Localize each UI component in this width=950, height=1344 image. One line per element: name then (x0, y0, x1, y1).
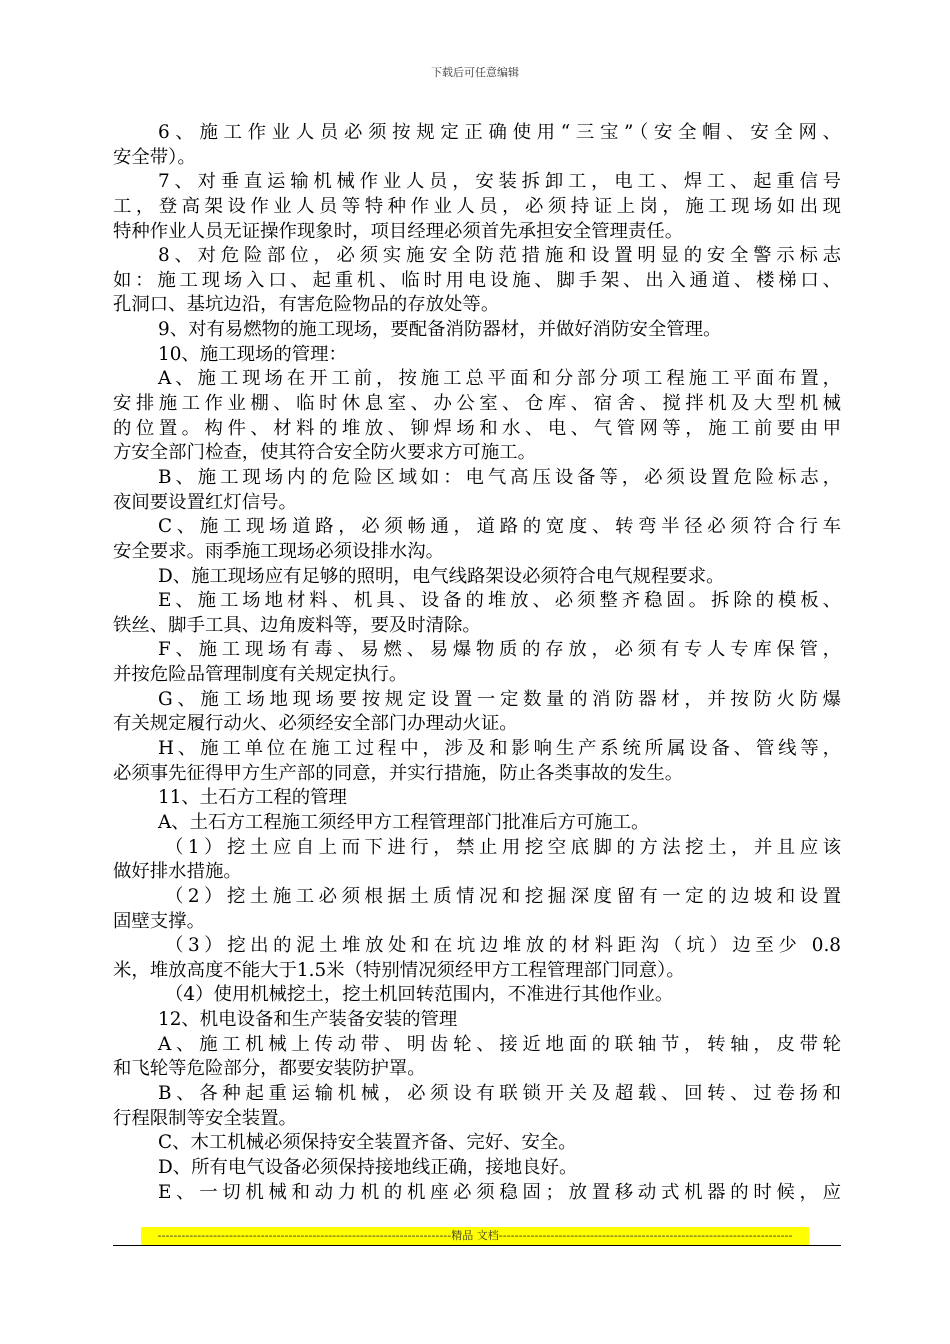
footer-label: 精品 文档 (451, 1229, 499, 1242)
text-line: H、施工单位在施工过程中，涉及和影响生产系统所属设备、管线等， (158, 738, 841, 760)
text-line: 有关规定履行动火、必须经安全部门办理动火证。 (113, 713, 518, 735)
text-line: B、施工现场内的危险区域如：电气高压设备等，必须设置危险标志， (158, 466, 841, 488)
text-line: A、土石方工程施工须经甲方工程管理部门批准后方可施工。 (158, 811, 650, 833)
text-line: （4）使用机械挖土，挖土机回转范围内，不准进行其他作业。 (165, 984, 674, 1006)
text-line: C、施工现场道路，必须畅通，道路的宽度、转弯半径必须符合行车 (158, 516, 841, 538)
footer-banner (141, 1227, 809, 1245)
text-line: 6、施工作业人员必须按规定正确使用“三宝”（安全帽、安全网、 (158, 122, 841, 143)
text-line: 安排施工作业棚、临时休息室、办公室、仓库、宿舍、搅拌机及大型机械 (113, 393, 841, 415)
text-line: 的位置。构件、材料的堆放、铆焊场和水、电、气管网等，施工前要由甲 (113, 417, 841, 439)
text-line: 如：施工现场入口、起重机、临时用电设施、脚手架、出入通道、楼梯口、 (113, 269, 841, 291)
footer-dashes-left: -------------------------------------------------------------------------- (157, 1229, 452, 1242)
document-body (113, 121, 841, 1205)
text-line: E、一切机械和动力机的机座必须稳固；放置移动式机器的时候，应 (158, 1181, 841, 1203)
text-line: A、施工机械上传动带、明齿轮、接近地面的联轴节，转轴，皮带轮 (158, 1033, 841, 1055)
text-line: 8、对危险部位，必须实施安全防范措施和设置明显的安全警示标志 (158, 245, 841, 267)
text-line: （3）挖出的泥土堆放处和在坑边堆放的材料距沟（坑）边至少 0.8 (165, 935, 841, 957)
text-line: 和飞轮等危险部分，都要安装防护罩。 (113, 1058, 426, 1080)
text-line: E、施工场地材料、机具、设备的堆放、必须整齐稳固。拆除的模板、 (158, 590, 841, 612)
text-line: C、木工机械必须保持安全装置齐备、完好、安全。 (158, 1132, 577, 1154)
text-line: 方安全部门检查，使其符合安全防火要求方可施工。 (113, 442, 536, 464)
text-line: D、施工现场应有足够的照明，电气线路架设必须符合电气规程要求。 (158, 565, 725, 587)
text-line: 夜间要设置红灯信号。 (113, 491, 297, 513)
text-line: 米，堆放高度不能大于1.5米（特别情况须经甲方工程管理部门同意）。 (113, 959, 685, 981)
text-line: 行程限制等安全装置。 (113, 1107, 297, 1129)
text-line: 并按危险品管理制度有关规定执行。 (113, 664, 408, 686)
text-line: 11、土石方工程的管理 (158, 787, 347, 809)
text-line: 孔洞口、基坑边沿，有害危险物品的存放处等。 (113, 294, 500, 316)
text-line: F、施工现场有毒、易燃、易爆物质的存放，必须有专人专库保管， (158, 639, 841, 661)
page-header: 下载后可任意编辑 (431, 66, 519, 79)
text-line: 做好排水措施。 (113, 861, 242, 883)
text-line: （2）挖土施工必须根据土质情况和挖掘深度留有一定的边坡和设置 (165, 885, 841, 907)
text-line: 铁丝、脚手工具、边角废料等，要及时清除。 (113, 614, 481, 636)
text-line: 安全带）。 (113, 146, 196, 168)
text-line: 特种作业人员无证操作现象时，项目经理必须首先承担安全管理责任。 (113, 220, 684, 242)
text-line: D、所有电气设备必须保持接地线正确，接地良好。 (158, 1156, 578, 1178)
footer-rule (113, 1245, 841, 1246)
text-line: 必须事先征得甲方生产部的同意，并实行措施，防止各类事故的发生。 (113, 762, 684, 784)
text-line: 12、机电设备和生产装备安装的管理 (158, 1009, 458, 1031)
text-line: B、各种起重运输机械，必须设有联锁开关及超载、回转、过卷扬和 (158, 1082, 841, 1104)
text-line: A、施工现场在开工前，按施工总平面和分部分项工程施工平面布置， (158, 368, 841, 390)
text-line: 工，登高架设作业人员等特种作业人员，必须持证上岗，施工现场如出现 (113, 195, 841, 217)
text-line: 安全要求。雨季施工现场必须设排水沟。 (113, 540, 445, 562)
text-line: 固壁支撑。 (113, 910, 205, 932)
text-line: 10、施工现场的管理： (158, 343, 347, 365)
text-line: 9、对有易燃物的施工现场，要配备消防器材，并做好消防安全管理。 (158, 319, 722, 341)
text-line: 7、对垂直运输机械作业人员，安装拆卸工，电工、焊工、起重信号 (158, 171, 841, 193)
footer-dashes-right: -------------------------------------------------------------------------- (498, 1229, 793, 1242)
text-line: G、施工场地现场要按规定设置一定数量的消防器材，并按防火防爆 (158, 688, 841, 710)
text-line: （1）挖土应自上而下进行，禁止用挖空底脚的方法挖土，并且应该 (165, 836, 841, 858)
